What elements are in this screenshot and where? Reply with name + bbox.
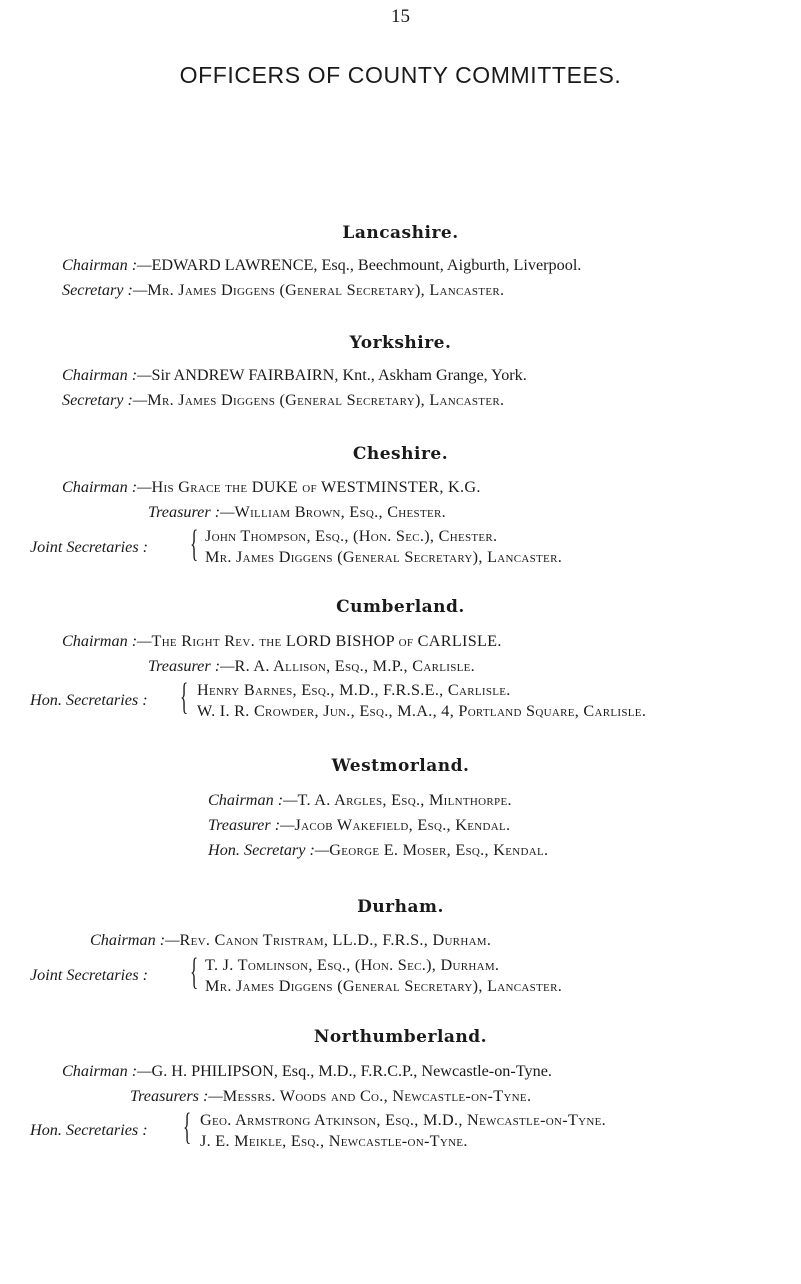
durham-chairman — [90, 931, 491, 950]
role-label: Chairman :— — [90, 931, 180, 949]
cheshire-joint-secretary-1: John Thompson, Esq., (Hon. Sec.), Chester. — [205, 527, 498, 545]
cheshire-chairman — [62, 478, 481, 497]
page-title: OFFICERS OF COUNTY COMMITTEES. — [179, 62, 622, 88]
lancashire-chairman — [62, 256, 581, 275]
cumberland-chairman — [62, 632, 502, 651]
northumberland-hon-secretaries-label: Hon. Secretaries : — [30, 1121, 148, 1139]
role-label: Chairman :— — [62, 256, 152, 274]
role-label: Treasurer :— — [148, 503, 235, 521]
westmorland-hon-secretary — [208, 841, 548, 860]
role-label: Chairman :— — [62, 366, 152, 384]
durham-joint-secretary-2: Mr. James Diggens (General Secretary), Lancaster. — [205, 977, 563, 995]
role-label: Treasurer :— — [208, 816, 295, 834]
cheshire-joint-secretaries-label: Joint Secretaries : — [30, 538, 149, 556]
westmorland-treasurer — [208, 816, 510, 835]
officer-name: Sir ANDREW FAIRBAIRN, Knt., Askham Grange, York. — [151, 366, 527, 384]
officer-name: Rev. Canon Tristram, LL.D., F.R.S., Durham. — [179, 931, 492, 949]
yorkshire-heading: Yorkshire. — [349, 333, 452, 353]
officer-name: George E. Moser, Esq., Kendal. — [329, 841, 549, 859]
cumberland-hon-secretary-1: Henry Barnes, Esq., M.D., F.R.S.E., Carlisle. — [197, 681, 511, 699]
brace: { — [190, 523, 199, 565]
cumberland-heading: Cumberland. — [336, 597, 465, 617]
officer-name: G. H. PHILIPSON, Esq., M.D., F.R.C.P., Newcastle-on-Tyne. — [151, 1062, 552, 1080]
officer-name: T. A. Argles, Esq., Milnthorpe. — [297, 791, 512, 809]
role-label: Treasurers :— — [130, 1087, 223, 1105]
lancashire-secretary — [62, 281, 504, 300]
officer-name: The Right Rev. the LORD BISHOP of CARLISLE. — [151, 632, 502, 650]
westmorland-heading: Westmorland. — [331, 756, 470, 776]
brace: { — [180, 676, 189, 718]
durham-joint-secretary-1: T. J. Tomlinson, Esq., (Hon. Sec.), Durham. — [205, 956, 500, 974]
westmorland-chairman — [208, 791, 512, 810]
yorkshire-chairman — [62, 366, 527, 385]
officer-name: Mr. James Diggens (General Secretary), Lancaster. — [147, 281, 505, 299]
northumberland-hon-secretary-2: J. E. Meikle, Esq., Newcastle-on-Tyne. — [200, 1132, 468, 1150]
durham-heading: Durham. — [357, 897, 444, 917]
officer-name: EDWARD LAWRENCE, Esq., Beechmount, Aigburth, Liverpool. — [151, 256, 582, 274]
officer-name: Messrs. Woods and Co., Newcastle-on-Tyne. — [222, 1087, 532, 1105]
role-label: Chairman :— — [62, 1062, 152, 1080]
role-label: Treasurer :— — [148, 657, 235, 675]
yorkshire-secretary — [62, 391, 504, 410]
role-label: Chairman :— — [208, 791, 298, 809]
cheshire-treasurer — [148, 503, 446, 522]
brace: { — [190, 951, 199, 993]
cumberland-hon-secretary-2: W. I. R. Crowder, Jun., Esq., M.A., 4, Portland Square, Carlisle. — [197, 702, 647, 720]
northumberland-treasurers — [130, 1087, 531, 1106]
cumberland-hon-secretaries-label: Hon. Secretaries : — [30, 691, 148, 709]
role-label: Secretary :— — [62, 281, 148, 299]
cheshire-heading: Cheshire. — [352, 444, 449, 464]
page-number: 15 — [391, 6, 410, 27]
northumberland-chairman — [62, 1062, 552, 1081]
role-label: Secretary :— — [62, 391, 148, 409]
brace: { — [183, 1106, 192, 1148]
officer-name: William Brown, Esq., Chester. — [234, 503, 447, 521]
officer-name: Mr. James Diggens (General Secretary), Lancaster. — [147, 391, 505, 409]
officer-name: R. A. Allison, Esq., M.P., Carlisle. — [234, 657, 476, 675]
cheshire-joint-secretary-2: Mr. James Diggens (General Secretary), Lancaster. — [205, 548, 563, 566]
northumberland-heading: Northumberland. — [313, 1027, 488, 1047]
officer-name: His Grace the DUKE of WESTMINSTER, K.G. — [151, 478, 481, 496]
role-label: Chairman :— — [62, 632, 152, 650]
role-label: Chairman :— — [62, 478, 152, 496]
lancashire-heading: Lancashire. — [342, 223, 459, 243]
officer-name: Jacob Wakefield, Esq., Kendal. — [294, 816, 511, 834]
cumberland-treasurer — [148, 657, 475, 676]
durham-joint-secretaries-label: Joint Secretaries : — [30, 966, 149, 984]
northumberland-hon-secretary-1: Geo. Armstrong Atkinson, Esq., M.D., Newcastle-on-Tyne. — [200, 1111, 606, 1129]
role-label: Hon. Secretary :— — [208, 841, 330, 859]
